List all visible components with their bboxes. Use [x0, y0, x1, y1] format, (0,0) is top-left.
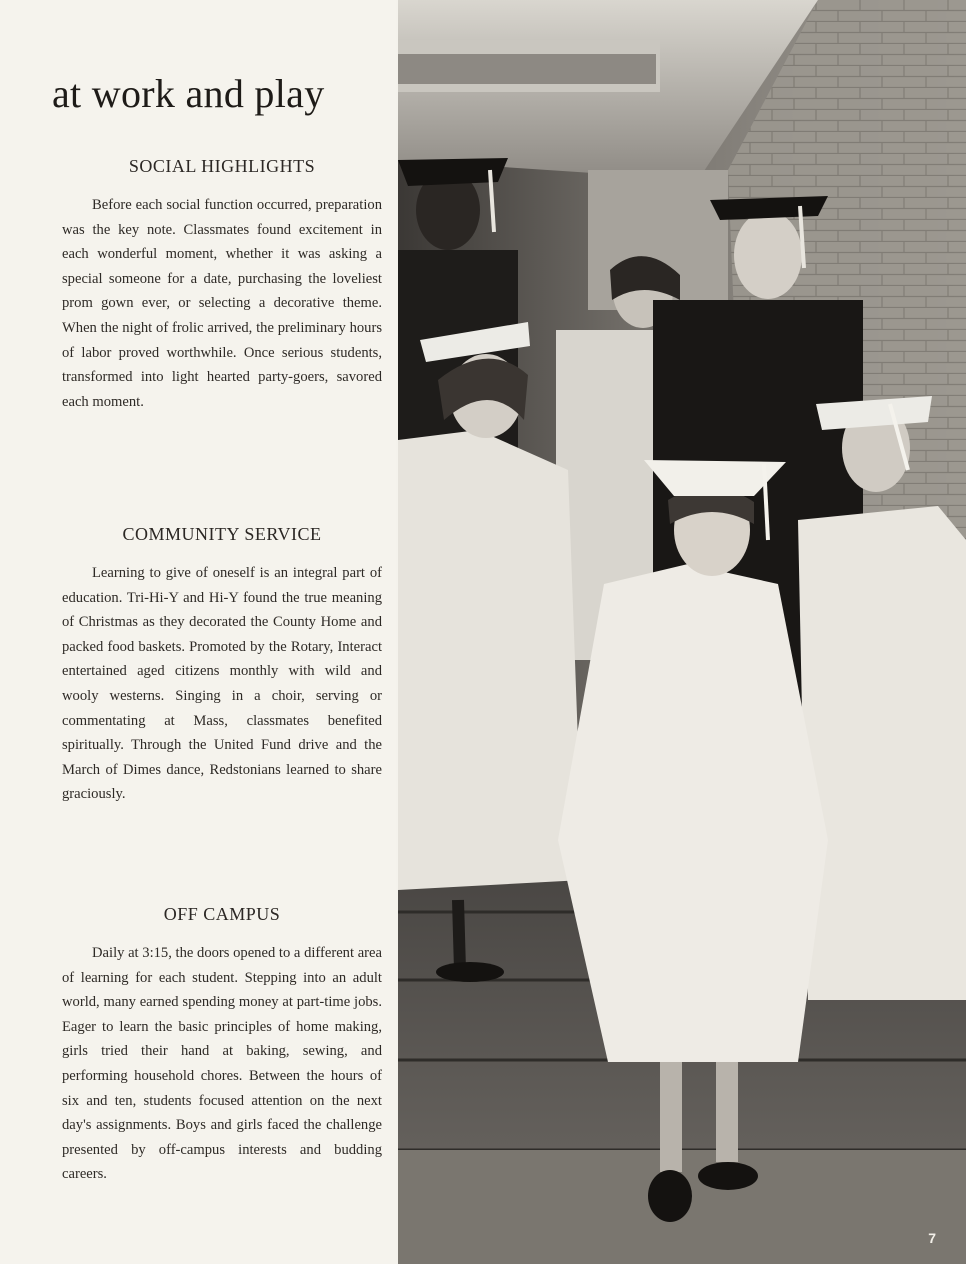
section-heading: COMMUNITY SERVICE — [122, 524, 322, 544]
section-heading: OFF CAMPUS — [163, 904, 281, 924]
section-community-service — [62, 524, 382, 807]
page-number: 7 — [928, 1230, 936, 1246]
section-body: Before each social function occurred, preparation was the key note. Classmates found excitement in each wonderful moment, whether it was asking a special someone for a date, purchasing the loveliest prom gown ever, or selecting a decorative theme. When the night of frolic arrived, the preliminary hours of labor proved worthwhile. Once serious students, transformed into light hearted party-goers, savored each moment. — [62, 197, 382, 410]
section-heading: SOCIAL HIGHLIGHTS — [128, 156, 316, 176]
graduates-on-stairs-illustration — [398, 0, 966, 1264]
section-off-campus — [62, 904, 382, 1187]
section-social-highlights — [62, 156, 382, 414]
section-body: Daily at 3:15, the doors opened to a different area of learning for each student. Stepping into an adult world, many earned spending money at part-time jobs. Eager to learn the basic principles of home making, girls tried their hand at baking, sewing, and performing household chores. Between the hours of six and ten, students focused attention on the next day's assignments. Boys and girls faced the challenge presented by off-campus interests and budding careers. — [62, 945, 382, 1183]
graduates-photo — [398, 0, 966, 1264]
text-column — [0, 0, 396, 1264]
section-body: Learning to give of oneself is an integral part of education. Tri-Hi-Y and Hi-Y found the true meaning of Christmas as they decorated the County Home and packed food baskets. Promoted by the Rotary, Interact entertained aged citizens monthly with wild and wooly westerns. Singing in a choir, serving or commentating at Mass, classmates benefited spiritually. Through the United Fund drive and the March of Dimes dance, Redstonians learned to share graciously. — [62, 565, 382, 803]
page-title: at work and play — [52, 71, 325, 116]
